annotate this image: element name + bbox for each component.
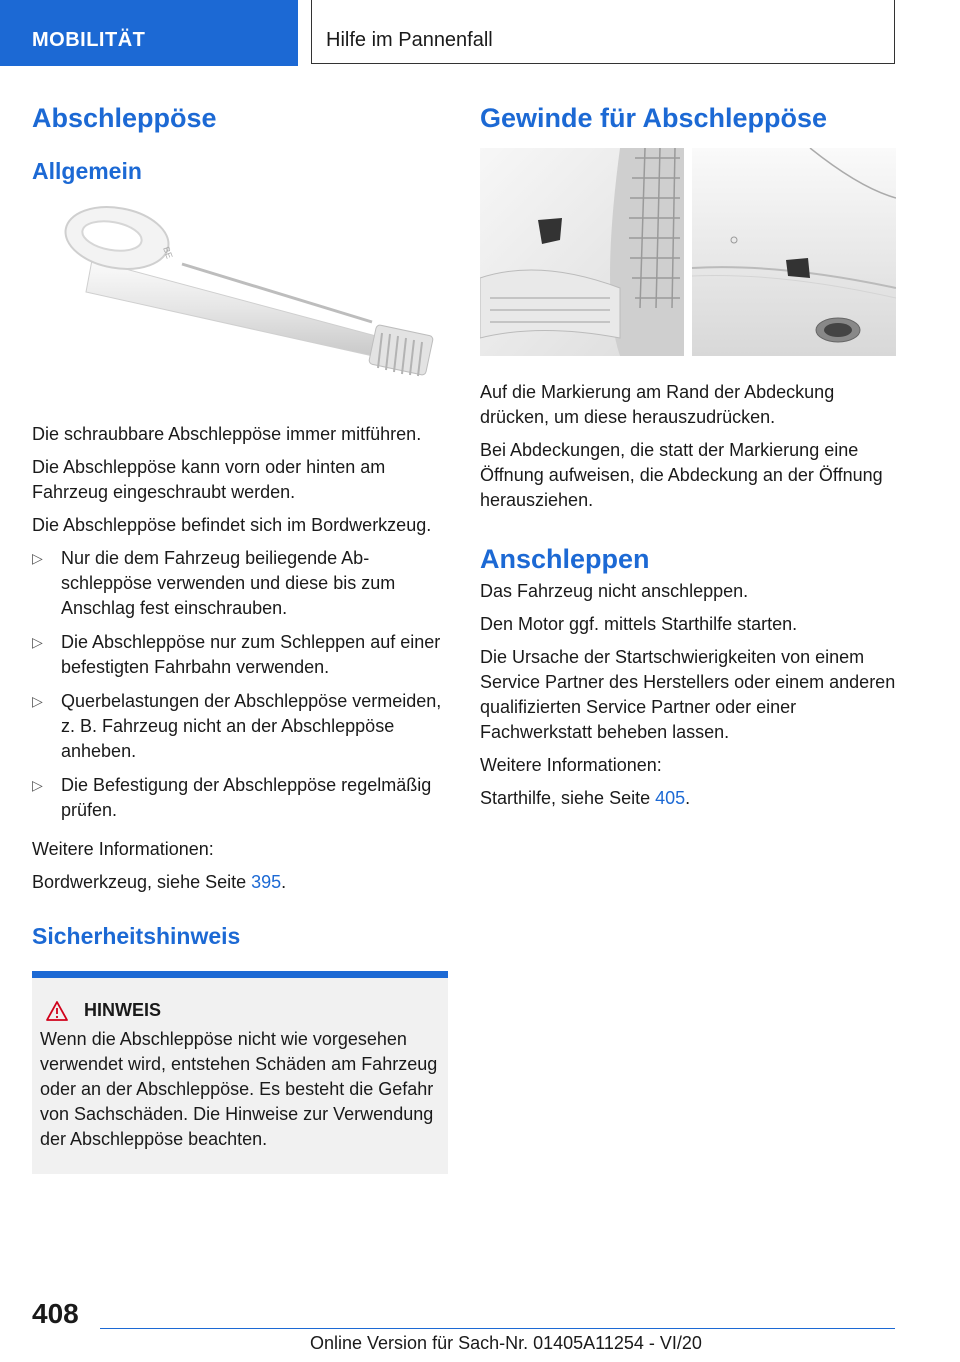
para-service-partner: Die Ursache der Startschwierigkeiten von einem Service Partner des Herstellers oder einem anderen qualifizierten Service Partner oder einer Fachwerkstatt beheben lassen.	[480, 647, 896, 742]
page-number: 408	[32, 1298, 79, 1329]
para-press-marking: Auf die Markierung am Rand der Abdeckung drücken, um diese herauszudrücken.	[480, 382, 835, 427]
para-always-carry: Die schraubbare Abschleppöse immer mitführen.	[32, 424, 422, 444]
footer-divider	[100, 1328, 895, 1329]
heading-abschleppoese: Abschleppöse	[32, 103, 217, 133]
reference-starthilfe: Starthilfe, siehe Seite 405.	[480, 788, 691, 808]
right-column	[480, 100, 896, 819]
list-item: ▷ Die Befestigung der Abschleppöse regelmäßig prüfen.	[32, 775, 432, 820]
page-link-395[interactable]: 395	[251, 872, 282, 892]
reference-bordwerkzeug: Bordwerkzeug, siehe Seite 395.	[32, 872, 287, 892]
list-item: ▷ Querbelastungen der Abschleppöse vermeiden, z. B. Fahrzeug nicht an der Abschleppöse anheben.	[32, 691, 442, 761]
bumper-images	[480, 148, 896, 356]
para-location: Die Abschleppöse befindet sich im Bordwerkzeug.	[32, 515, 432, 535]
tow-eye-image	[32, 190, 448, 420]
subheading-allgemein: Allgemein	[32, 158, 142, 184]
subheading-safety: Sicherheitshinweis	[32, 923, 241, 949]
more-info-label-right: Weitere Informationen:	[480, 755, 662, 775]
notice-label: HINWEIS	[84, 1000, 162, 1020]
para-front-or-rear: Die Abschleppöse kann vorn oder hinten am Fahrzeug eingeschraubt werden.	[32, 457, 386, 502]
list-item: ▷ Die Abschleppöse nur zum Schleppen auf einer befestigten Fahrbahn verwenden.	[32, 632, 441, 677]
page-header	[0, 0, 960, 66]
footer-online-version: Online Version für Sach-Nr. 01405A11254 - VI/20	[310, 1333, 702, 1353]
triangle-right-icon: ▷	[32, 634, 43, 650]
more-info-label: Weitere Informationen:	[32, 839, 214, 859]
triangle-right-icon: ▷	[32, 550, 43, 566]
para-no-tow-start: Das Fahrzeug nicht anschleppen.	[480, 581, 749, 601]
list-item: ▷ Nur die dem Fahrzeug beiliegende Abschleppöse verwenden und diese bis zum Anschlag fest einschrauben.	[32, 548, 396, 618]
chapter-tab: MOBILITÄT	[0, 0, 298, 66]
bullet-list	[32, 546, 448, 823]
triangle-right-icon: ▷	[32, 777, 43, 793]
section-title: Hilfe im Pannenfall	[311, 0, 895, 64]
bumper-illustration	[480, 148, 896, 356]
left-column	[32, 100, 448, 1174]
triangle-right-icon: ▷	[32, 693, 43, 709]
notice-box	[32, 971, 448, 1174]
heading-anschleppen: Anschleppen	[480, 544, 650, 574]
page-link-405[interactable]: 405	[655, 788, 686, 808]
notice-text: Wenn die Abschleppöse nicht wie vorgesehen verwendet wird, entstehen Schäden am Fahrzeug oder an der Abschleppöse. Es besteht die Gefahr von Sachschäden. Die Hinweise zur Verwendung der Abschleppöse beachten.	[40, 1029, 438, 1149]
heading-thread: Gewinde für Abschleppöse	[480, 103, 828, 133]
warning-icon	[46, 1001, 68, 1021]
tow-eye-illustration	[32, 190, 448, 420]
notice-header	[40, 1000, 440, 1021]
svg-text:BE: BE	[161, 245, 175, 260]
para-opening: Bei Abdeckungen, die statt der Markierung eine Öffnung aufweisen, die Abdeckung an der Öffnung herausziehen.	[480, 440, 883, 510]
para-jump-start: Den Motor ggf. mittels Starthilfe starten.	[480, 614, 798, 634]
